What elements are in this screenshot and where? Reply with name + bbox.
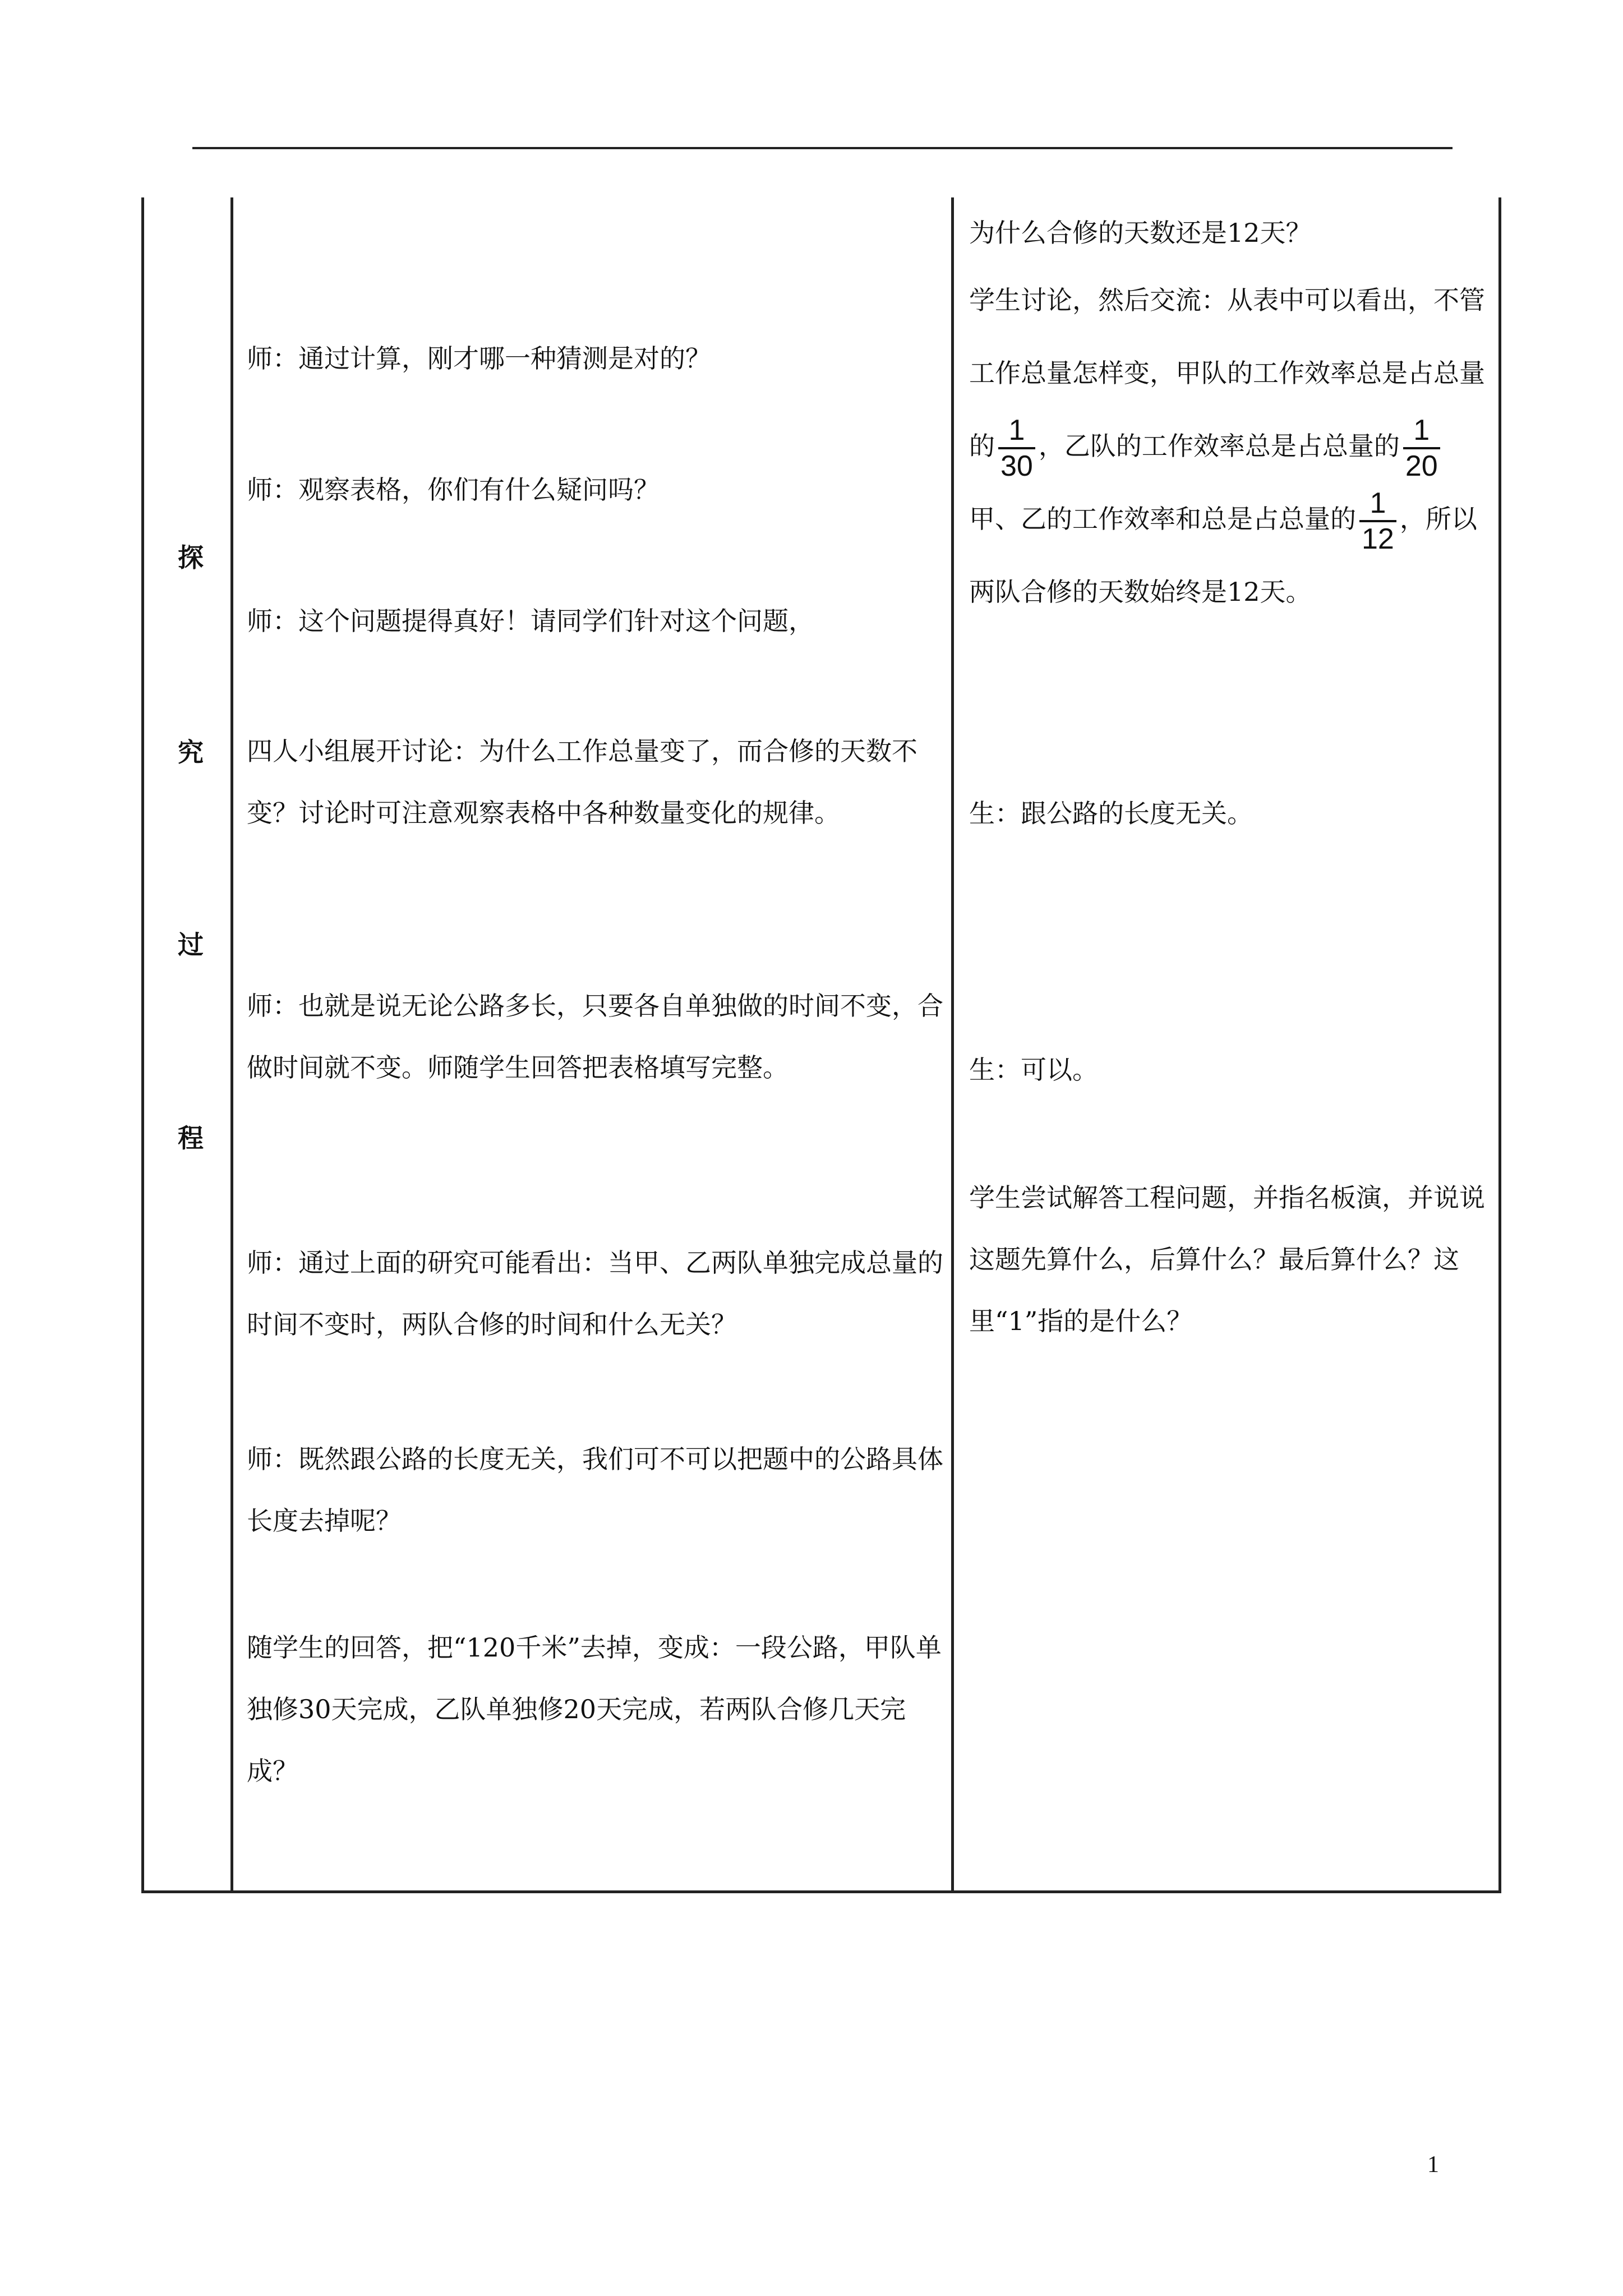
table-border-left [141, 197, 144, 1893]
teacher-line: 师：也就是说无论公路多长，只要各自单独做的时间不变，合做时间就不变。师随学生回答把表格填写完整。 [247, 991, 943, 1083]
fraction-denominator: 12 [1359, 520, 1396, 554]
fraction-denominator: 30 [998, 447, 1035, 481]
section-label-char: 探 [178, 542, 204, 573]
teacher-line: 四人小组展开讨论：为什么工作总量变了，而合修的天数不变？讨论时可注意观察表格中各种数量变化的规律。 [247, 736, 917, 828]
student-task: 学生尝试解答工程问题，并指名板演，并说说这题先算什么，后算什么？最后算什么？这里“1”指的是什么？ [969, 1182, 1485, 1336]
discussion-text: 甲、乙的工作效率和总是占总量的 [969, 504, 1356, 534]
teacher-line: 师：这个问题提得真好！请同学们针对这个问题， [247, 606, 814, 636]
teacher-line: 师：观察表格，你们有什么疑问吗？ [247, 475, 660, 505]
teacher-line: 师：通过计算，刚才哪一种猜测是对的？ [247, 343, 711, 374]
discussion-text: ，所以两队合修的天数始终是12天。 [969, 504, 1477, 607]
teacher-line: 师：通过上面的研究可能看出：当甲、乙两队单独完成总量的时间不变时，两队合修的时间和什么无关？ [247, 1248, 943, 1340]
header-rule [192, 147, 1453, 149]
section-label-char: 究 [178, 737, 204, 767]
student-question: 为什么合修的天数还是12天？ [969, 218, 1312, 248]
fraction-1-30 [998, 416, 1035, 481]
table-border-bottom [141, 1890, 1501, 1893]
fraction-denominator: 20 [1403, 447, 1440, 481]
teacher-line: 随学生的回答，把“120千米”去掉，变成：一段公路，甲队单独修30天完成，乙队单独修20天完成，若两队合修几天完成？ [247, 1632, 942, 1786]
section-label-char: 过 [178, 930, 204, 960]
table-divider-1 [230, 197, 233, 1893]
student-answer: 生：可以。 [969, 1055, 1098, 1085]
fraction-numerator: 1 [1413, 414, 1430, 447]
discussion-text: 学生讨论，然后交流：从表中可以看出，不管工作总量怎样变，甲队的工作效率总是占总量的 [969, 285, 1485, 461]
student-answer: 生：跟公路的长度无关。 [969, 798, 1253, 829]
table-divider-2 [951, 197, 954, 1893]
fraction-1-20 [1403, 416, 1440, 481]
section-label-char: 程 [178, 1123, 204, 1153]
fraction-numerator: 1 [1370, 487, 1386, 519]
teacher-line: 师：既然跟公路的长度无关，我们可不可以把题中的公路具体长度去掉呢？ [247, 1444, 943, 1536]
student-discussion [969, 264, 1491, 628]
table-border-right [1498, 197, 1501, 1893]
fraction-numerator: 1 [1008, 414, 1025, 447]
discussion-text: ，乙队的工作效率总是占总量的 [1038, 431, 1400, 461]
fraction-1-12 [1359, 489, 1396, 554]
page-number: 1 [1427, 2152, 1439, 2178]
